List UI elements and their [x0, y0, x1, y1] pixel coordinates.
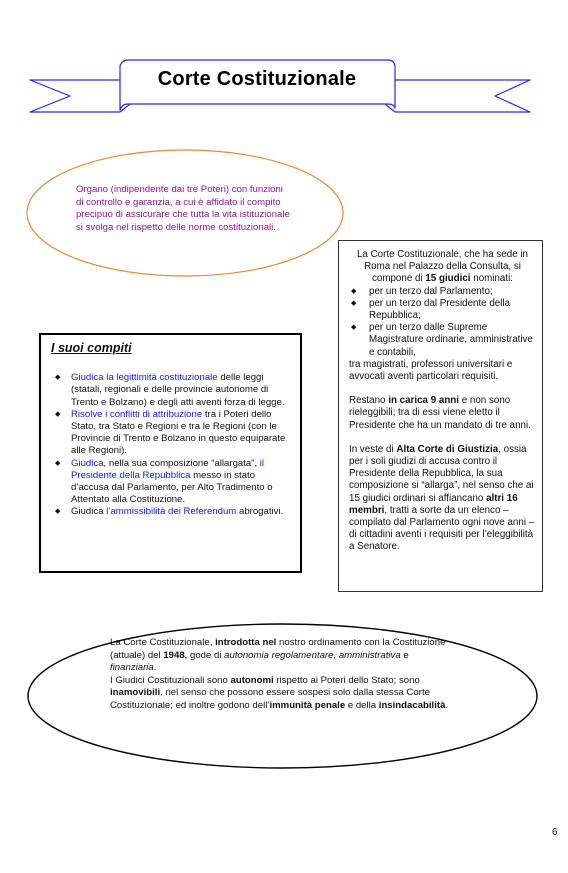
tasks-heading: I suoi compiti [51, 341, 132, 355]
tasks-box [39, 333, 302, 573]
task-link: l’ammissibilità dei Referendum [106, 506, 237, 518]
term-paragraph: Restano in carica 9 anni e non sono rieleggibili; tra di essi viene eletto il Presidente che ha un mandato di tre anni. [349, 395, 531, 431]
composition-intro: La Corte Costituzionale, che ha sede in Roma nel Palazzo della Consulta, si compone di 15 giudici nominati: [356, 249, 528, 285]
intro-definition: Organo (indipendente dai tre Poteri) con funzioni di controllo e garanzia, a cui è affidato il compito precipuo di assicurare che tutta la vita istituzionale si svolga nel rispetto delle norme costituzionali. [76, 184, 290, 233]
list-item: ◆ per un terzo dal Presidente della Repubblica; [349, 298, 536, 322]
list-item: ◆ Giudica l’ammissibilità dei Referendum abrogativi. [51, 506, 292, 518]
list-item: ◆ Giudica la legittimità costituzionale delle leggi (statali, regionali e delle provincie autonome di Trento e Bolzano) e degli atti aventi forza di legge. [51, 372, 292, 409]
page-number: 6 [552, 827, 558, 838]
high-court-paragraph: In veste di Alta Corte di Giustizia, ossia per i soli giudizi di accusa contro il Presidente della Repubblica, la sua composizione si “allarga”, nel senso che ai 15 giudici ordinari si affiancano altri 16 membri, tratti a sorte da un elenco – compilato dal Parlamento ogni nove anni – di cittadini aventi i requisiti per l’eleggibilità a Senatore. [349, 443, 535, 553]
list-item: ◆ Giudica, nella sua composizione “allargata”, il Presidente della Repubblica messo in stato d’accusa dal Parlamento, per Alto Tradimento o Attentato alla Costituzione. [51, 458, 292, 507]
page-title: Corte Costituzionale [157, 68, 357, 90]
bottom-oval-text: La Corte Costituzionale, introdotta nel nostro ordinamento con la Costituzione (attuale) del 1948, gode di autonomia regolamentare, amministrativa e finanziaria. I Giudici Costituzionali sono autonomi rispetto ai Poteri dello Stato; sono inamovibili, nel senso che possono essere sospesi solo dalla stessa Corte Costituzionale; ed inoltre godono dell’immunità penale e della insindacabilità. [110, 637, 449, 711]
task-link: Giudica la legittimità costituzionale [71, 372, 218, 384]
list-item: ◆ per un terzo dal Parlamento; [349, 286, 536, 298]
list-item: ◆ per un terzo dalle Supreme Magistrature ordinarie, amministrative e contabili, [349, 322, 536, 359]
composition-box [338, 240, 543, 592]
composition-tail: tra magistrati, professori universitari e avvocati aventi particolari requisiti. [349, 358, 513, 383]
task-link: il Presidente della Repubblica [71, 457, 265, 481]
tasks-list [51, 372, 292, 518]
task-link: Giudica [71, 457, 104, 469]
nomination-list [349, 286, 536, 359]
task-link: Risolve i conflitti di attribuzione [71, 408, 203, 420]
list-item: ◆ Risolve i conflitti di attribuzione tra i Poteri dello Stato, tra Stato e Regioni e tra le Regioni (con le Provincie di Trento e Bolzano in questo equiparate alle Regioni). [51, 409, 292, 458]
